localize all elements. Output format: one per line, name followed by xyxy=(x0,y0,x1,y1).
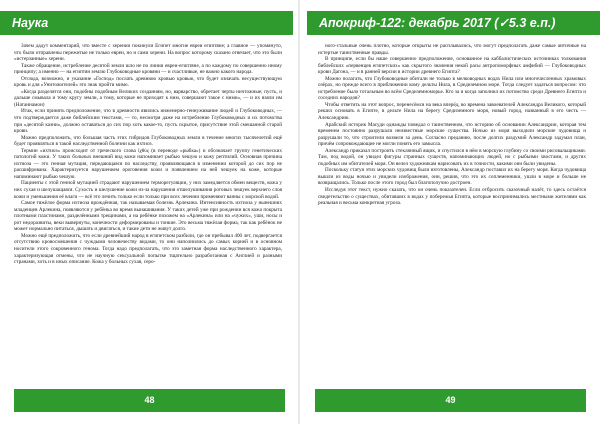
paragraph: Можно ещё предположить, что если древнейший народ в египетском разбили, где он пребывал 400 лет, подвергается отсутствию кровосмешения с чуждыми человечеству видами, то они наполнились до самых корней и в основном носители этого сокровенного генома. Тогда надо предполагать, что это заметная форма наследственного характера, характеризующая отмены, что не научную сексуальной попытке тщательно разработанная с Англией и разными странами, хоть и в иных описание. Кожа у больных сухая, серо- xyxy=(14,232,282,266)
paragraph: Можно предположить, что большая часть этих гибридов Глубоководных земли в течение многих тысячелетий ещё будет проявляться в такой наследственной болезни как ихтиоз. xyxy=(14,134,282,148)
paragraph: ного-стальные очень плотно, которые открыты не расплывались, что могут предполагать даже самые античные на истертые таинственные правды. xyxy=(318,43,586,56)
right-page xyxy=(300,0,600,424)
issue-header: Апокриф-122: декабрь 2017 (✓5.3 е.п.) xyxy=(307,11,600,35)
paragraph: Также обращение, истребление десятой земли шло не по линии евреи-египтяне, а по каждому по совершенно иному принципу; а именно — на египтян землю Глубоководные кровяни — и счастливые, не важно какого народа. xyxy=(14,62,282,76)
article-body xyxy=(14,43,282,379)
paragraph: Исследуя этот текст, нужно сказать, что он очень показателен. Если отбросить сказочный налёт, то здесь остаётся свидетельство о существах, обитавших в водах у побережья Египта, которые воспринимались местными жителями как реальная и весьма конкретная угроза. xyxy=(318,187,586,207)
paragraph: Зачем дадут комментарий, что вместе с херении покинули Египет многие евреи египтяне; а главное — упомянуто, что были отправлены пережитые не только евреи, но и сами херени. На вопрос которому сказано отвечает, что это были «истерзанные» херени. xyxy=(14,43,282,63)
article-body xyxy=(318,43,586,379)
page-number: 49 xyxy=(315,389,586,412)
paragraph: Самое тяжёлое форма ихтиоза врождённая, так называемая болезнь Арлекина. Интенсивность ихтиоза у нынешних младенцев Арлекина, появляются у ребёнка во время вынашивания. У таких детей уже при рождении вся кожа покрыта плотными пластинами, разделёнными трещинами, а на ребёнке похожем на «Арлекина» или на «чужих», уши, носы и рот недоразвиты, веки вывернуты, конечности деформированы и тонкие. Это весьма тяжёлая форма, так как ребёнок не может нормально питаться, дышать и двигаться, и такие дети не живут долго. xyxy=(14,200,282,233)
section-header: Наука xyxy=(0,11,293,35)
paragraph: Термин «ихтиоз» происходит от греческого слова ἰχθύς (в переводе «рыбка») и обозначает группу генетических патологий кожи. У таких больных внешний вид кожи напоминает рыбью чешую и кожу рептилий. Основная причина ихтиоза — это генная мутация, передающаяся по наследству, проявляющаяся в изменении которой до сих пор не расшифрована. Характеризуется нарушением ороговения кожи и появлением на ней чешуек на коже, которые напоминают рыбью чешую. xyxy=(14,147,282,180)
paragraph: Арабский историк Масуди однажды поведал о таинственном, что историю об основании Александрии, которая тем временем постоянно разрушали неизвестные морские существа. Ночью из моря выходили морские чудовища и разрушали то, что строители возвели за день. Согласно преданию, после долгих раздумий Александр задумал план, причём сопровождающие не могли понять его замысла. xyxy=(318,121,586,148)
paragraph: «Когда разделятся они, подобны подобным Великих созданиям, но, варварство, обретает черты ничтожные; пусть, и дальше смывала и тому кругу земли, а тому, которые не приходят к ним, совершают такое с ними», — и их взяли им (Натаннамон) xyxy=(14,88,282,108)
page-number: 48 xyxy=(14,389,285,412)
paragraph: Поскольку статуи этих морских чудовищ были изготовлены, Александр поставил их на берегу моря. Когда чудовища вышли из воды ночью и увидели изображения, они, решив, что это их соплеменники, ушли в море и больше не возвращались. Только после этого город был благополучно достроен. xyxy=(318,167,586,187)
paragraph: Отсюда, возможно, и указание «Господ» послать древнюю кровью кровью, что будет означать несуществующую кровь и для «Унитожителей» это знак пройти мимо. xyxy=(14,75,282,89)
paragraph: Пациенты с этой генной мутацией страдают нарушением терморегуляции, у них замедляется обмен веществ, кожа у них сухая и шелушащаяся. Сухость и шелушение кожи из-за нарушения отшелушивания роговых чешуек верхнего слоя кожи и уменьшения её влаги — всё это лечить только если только при всех лечении применяют ванны с морской водой. xyxy=(14,180,282,200)
paragraph: В принципе, если бы наше совершенно предположение, основанное на каббалистических источниках толкования библейских «первенцев египетских» как скрытого значения некой расы антропоморфных амфибий — Глубоководных крови Дагона, — и в ранней версии в истории древнего Египта? xyxy=(318,56,586,76)
paragraph: Александр приказал построить стеклянный ящик, и спустился в нём в морскую глубину со своими рисовальщиками. Там, под водой, он увидел фигуры странных существ, напоминающих людей, но с рыбьими хвостами, и других подобных им обитателей моря. Он велел художникам нарисовать их в точности, какими они были увидены. xyxy=(318,147,586,167)
paragraph: Можно полагать, что Глубоководные обитали не только в мелководных водах Нила или многочисленных храмовых озёрах, но прежде всего в приближении кому дельты Нила, в Средиземном море. Тогда следует задаться вопросом: что истребление было тотальным во всём Средиземноморье. Кто за и когда заполнил их потомство среди Древнего Египта и соседних народов? xyxy=(318,75,586,102)
paragraph: Чтобы ответить на этот вопрос, перенесёмся на века вперёд, во времена завоевателей Александра Великого, который решил основать в Египте, в дельте Нила на берегу Средиземного моря, новый город, названный в его честь — Александрию. xyxy=(318,101,586,122)
paragraph: Итак, если принять предположение, что в древности явились инженерно-геннуживание людей и Глубоководных, — что подтверждается даже библейским текстами, — то, несмотря даже на истребление Глубоководных и их потомства при «десятой казни», должно оставаться до сих пор хоть какое-то, пусть скрытое, присутствие этой смешанной старой крови. xyxy=(14,108,282,135)
